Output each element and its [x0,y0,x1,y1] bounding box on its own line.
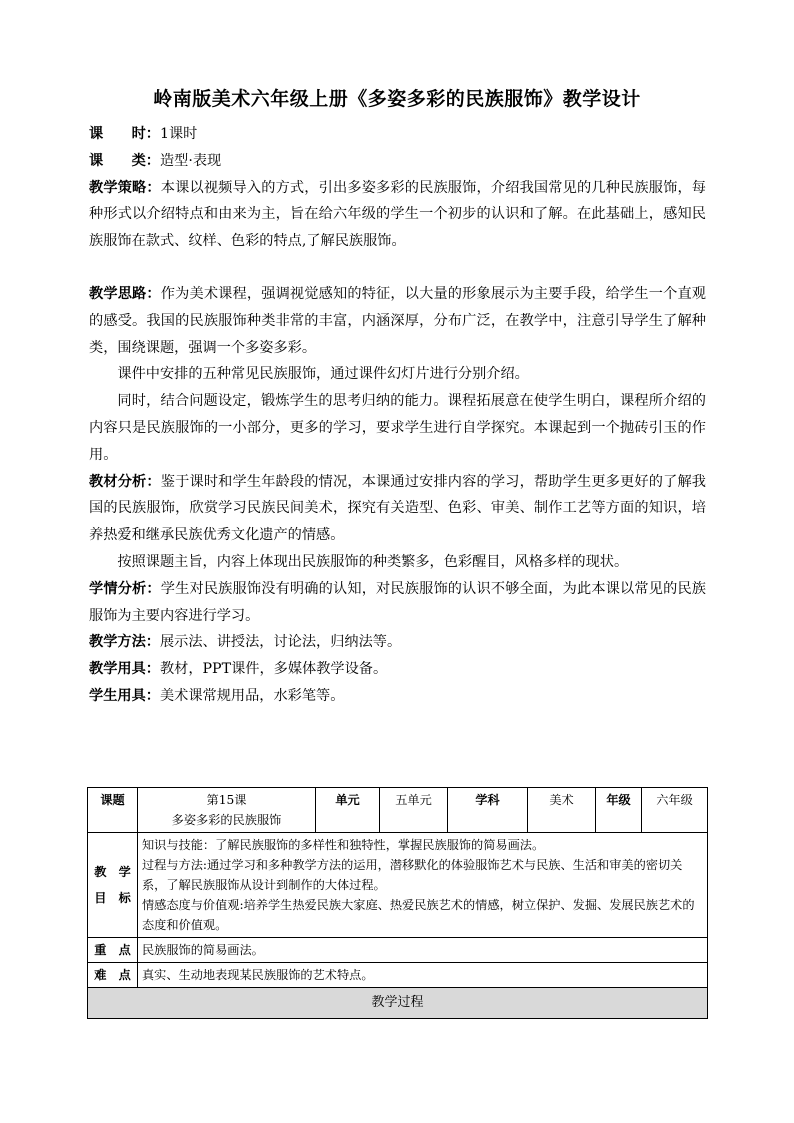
thinking-paragraph-3: 同时，结合问题设定，锻炼学生的思考归纳的能力。课程拓展意在使学生明白，课程所介绍的内容只是民族服饰的一小部分，更多的学习，要求学生进行自学探究。本课起到一个抛砖引玉的作用。 [89,393,706,463]
goal-process: 过程与方法:通过学习和多种教学方法的运用，潜移默化的体验服饰艺术与民族、生活和审美的密切关系，了解民族服饰从设计到制作的大体过程。 [142,858,683,892]
lesson-hours-value: 1课时 [159,126,198,142]
lesson-hours-line [89,121,706,148]
goals-label-line-2: 目 标 [94,891,131,905]
table-row [88,988,708,1019]
goals-cell [138,833,708,938]
strategy-text: 本课以视频导入的方式，引出多姿多彩的民族服饰，介绍我国常见的几种民族服饰，每种形式以介绍特点和由来为主，旨在给六年级的学生一个初步的认识和了解。在此基础上，感知民族服饰在款式、纹样、色彩的特点,了解民族服饰。 [89,179,706,250]
thinking-paragraph-2: 课件中安排的五种常见民族服饰，通过课件幻灯片进行分别介绍。 [117,366,529,383]
unit-label-cell: 单元 [316,788,380,833]
tools-label: 教学用具： [89,661,160,678]
topic-value-cell [138,788,316,833]
goals-label-line-1: 教 学 [94,865,131,879]
lesson-hours-label: 课 时： [89,126,160,142]
subject-value-cell: 美术 [528,788,596,833]
goal-knowledge: 知识与技能：了解民族服饰的多样性和独特性，掌握民族服饰的简易画法。 [142,838,545,852]
tools-text: 教材，PPT课件，多媒体教学设备。 [159,661,388,678]
table-row [88,963,708,988]
blank-line [89,255,706,281]
goal-attitude: 情感态度与价值观:培养学生热爱民族大家庭、热爱民族艺术的情感，树立保护、发掘、发展民族艺术的态度和价值观。 [142,898,695,932]
table-row [88,938,708,963]
lesson-type-line [89,148,706,175]
methods-text: 展示法、讲授法，讨论法，归纳法等。 [159,634,402,651]
student-tools-label: 学生用具： [89,687,160,704]
difficult-point-cell: 真实、生动地表现某民族服饰的艺术特点。 [138,963,708,988]
teaching-process-header: 教学过程 [88,988,708,1019]
methods-label: 教学方法： [89,634,160,651]
grade-value-cell: 六年级 [642,788,708,833]
document-title: 岭南版美术六年级上册《多姿多彩的民族服饰》教学设计 [153,88,641,110]
thinking-paragraph [89,281,706,361]
goals-label-cell [88,833,138,938]
material-paragraph [89,469,706,549]
thinking-label: 教学思路： [89,285,161,302]
key-point-cell: 民族服饰的简易画法。 [138,938,708,963]
difficult-point-label-cell: 难 点 [88,963,138,988]
students-label: 学情分析： [89,580,161,597]
topic-label-cell: 课题 [88,788,138,833]
lesson-plan-table [87,787,708,1019]
methods-paragraph [89,629,706,656]
strategy-paragraph [89,175,706,255]
key-point-label-cell: 重 点 [88,938,138,963]
document-body [89,121,706,710]
lesson-type-label: 课 类： [89,152,160,169]
lesson-number: 第15课 [206,793,247,807]
subject-label-cell: 学科 [448,788,528,833]
students-paragraph [89,576,706,630]
grade-label-cell: 年级 [596,788,642,833]
lesson-name: 多姿多彩的民族服饰 [171,813,282,827]
table-row [88,833,708,938]
material-text: 鉴于课时和学生年龄段的情况，本课通过安排内容的学习，帮助学生更多更好的了解我国的民族服饰，欣赏学习民族民间美术，探究有关造型、色彩、审美、制作工艺等方面的知识，培养热爱和继承民族优秀文化遗产的情感。 [89,473,706,544]
thinking-text: 作为美术课程，强调视觉感知的特征，以大量的形象展示为主要手段，给学生一个直观的感受。我国的民族服饰种类非常的丰富，内涵深厚，分布广泛，在教学中，注意引导学生了解种类，围绕课题，强调一个多姿多彩。 [89,285,706,356]
strategy-label: 教学策略： [89,179,161,196]
lesson-type-value: 造型·表现 [159,152,222,169]
tools-paragraph [89,656,706,683]
table-row [88,788,708,833]
unit-value-cell: 五单元 [380,788,448,833]
material-label: 教材分析： [89,473,161,490]
students-text: 学生对民族服饰没有明确的认知，对民族服饰的认识不够全面，为此本课以常见的民族服饰为主要内容进行学习。 [89,580,706,624]
material-paragraph-2: 按照课题主旨，内容上体现出民族服饰的种类繁多，色彩醒目，风格多样的现状。 [117,553,629,570]
student-tools-text: 美术课常规用品，水彩笔等。 [159,687,345,704]
student-tools-paragraph [89,683,706,710]
